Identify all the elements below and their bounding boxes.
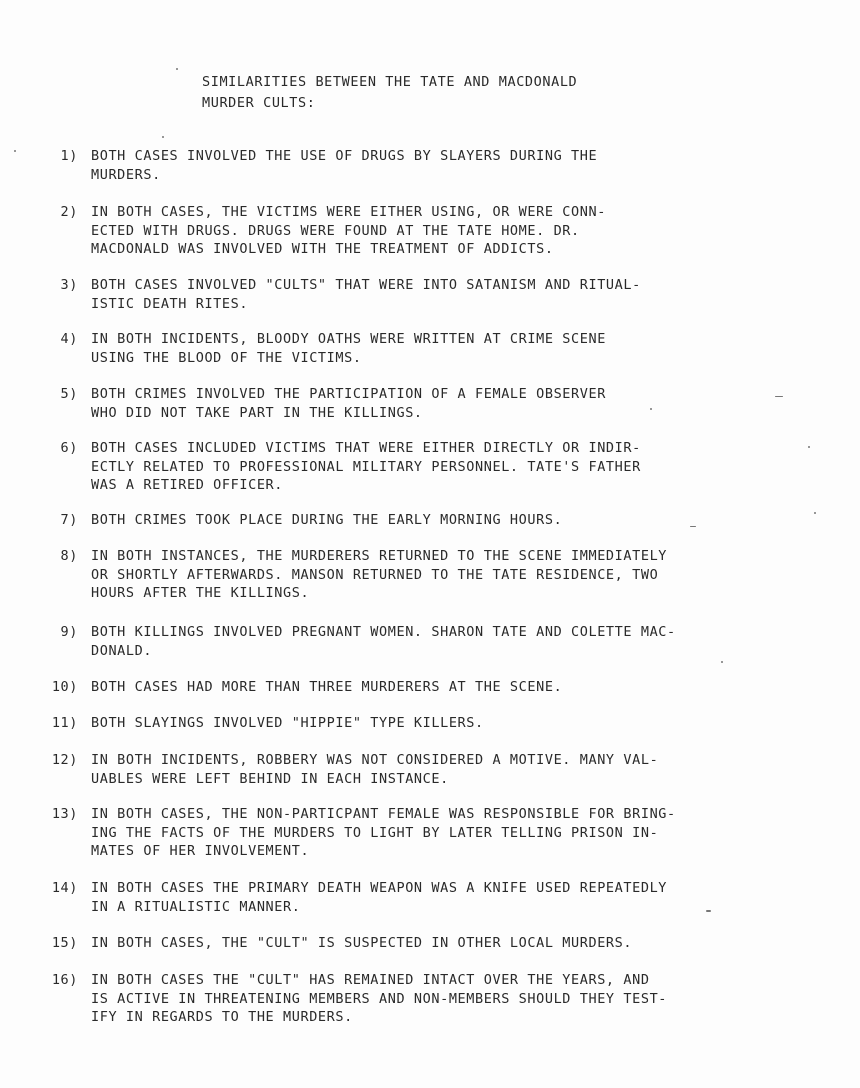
item-text: BOTH SLAYINGS INVOLVED "HIPPIE" TYPE KILLERS.: [91, 715, 484, 731]
item-text: BOTH CASES INVOLVED "CULTS" THAT WERE INTO SATANISM AND RITUAL- ISTIC DEATH RITES.: [91, 277, 641, 312]
item-text: IN BOTH INCIDENTS, BLOODY OATHS WERE WRITTEN AT CRIME SCENE USING THE BLOOD OF THE VICTIMS.: [91, 331, 606, 366]
scan-speck: [808, 446, 810, 448]
item-text: IN BOTH INSTANCES, THE MURDERERS RETURNED TO THE SCENE IMMEDIATELY OR SHORTLY AFTERWARDS. MANSON RETURNED TO THE TATE RESIDENCE, TWO HOURS AFTER THE KILLINGS.: [91, 548, 668, 601]
item-number: 8): [60, 548, 78, 564]
item-number: 15): [51, 935, 78, 951]
scan-speck: [814, 512, 816, 514]
item-text: IN BOTH CASES, THE VICTIMS WERE EITHER USING, OR WERE CONN- ECTED WITH DRUGS. DRUGS WERE FOUND AT THE TATE HOME. DR. MACDONALD WAS INVOLVED WITH THE TREATMENT OF ADDICTS.: [91, 204, 606, 257]
document-title: SIMILARITIES BETWEEN THE TATE AND MACDONALD MURDER CULTS:: [202, 74, 578, 111]
item-number: 12): [51, 752, 78, 768]
item-number: 11): [51, 715, 78, 731]
item-number: 10): [51, 679, 78, 695]
item-text: BOTH CASES INVOLVED THE USE OF DRUGS BY SLAYERS DURING THE MURDERS.: [91, 148, 598, 183]
item-text: BOTH CASES INCLUDED VICTIMS THAT WERE EITHER DIRECTLY OR INDIR- ECTLY RELATED TO PROFESSIONAL MILITARY PERSONNEL. TATE'S FATHER WAS A RETIRED OFFICER.: [91, 440, 641, 493]
item-number: 3): [60, 277, 78, 293]
item-number: 1): [60, 148, 78, 164]
item-number: 2): [60, 204, 78, 220]
item-text: BOTH CRIMES INVOLVED THE PARTICIPATION OF A FEMALE OBSERVER WHO DID NOT TAKE PART IN THE KILLINGS.: [91, 386, 606, 421]
item-text: IN BOTH INCIDENTS, ROBBERY WAS NOT CONSIDERED A MOTIVE. MANY VAL- UABLES WERE LEFT BEHIND IN EACH INSTANCE.: [91, 752, 659, 787]
scan-speck: [14, 150, 16, 152]
scan-speck: [721, 661, 723, 663]
item-text: BOTH CASES HAD MORE THAN THREE MURDERERS AT THE SCENE.: [91, 679, 563, 695]
item-number: 7): [60, 512, 78, 528]
item-text: IN BOTH CASES THE PRIMARY DEATH WEAPON WAS A KNIFE USED REPEATEDLY IN A RITUALISTIC MANNER.: [91, 880, 668, 915]
item-number: 9): [60, 624, 78, 640]
scan-speck: [176, 68, 178, 70]
item-number: 13): [51, 806, 78, 822]
scan-speck: [650, 408, 652, 410]
scan-speck: [775, 396, 783, 397]
item-text: BOTH CRIMES TOOK PLACE DURING THE EARLY MORNING HOURS.: [91, 512, 563, 528]
item-number: 5): [60, 386, 78, 402]
item-text: IN BOTH CASES THE "CULT" HAS REMAINED INTACT OVER THE YEARS, AND IS ACTIVE IN THREATENING MEMBERS AND NON-MEMBERS SHOULD THEY TEST- IFY IN REGARDS TO THE MURDERS.: [91, 972, 668, 1025]
item-number: 16): [51, 972, 78, 988]
scan-speck: [690, 526, 696, 527]
item-number: 14): [51, 880, 78, 896]
item-number: 6): [60, 440, 78, 456]
item-text: IN BOTH CASES, THE "CULT" IS SUSPECTED IN OTHER LOCAL MURDERS.: [91, 935, 633, 951]
item-number: 4): [60, 331, 78, 347]
scan-speck: [706, 910, 711, 912]
scan-speck: [162, 136, 164, 138]
item-text: BOTH KILLINGS INVOLVED PREGNANT WOMEN. SHARON TATE AND COLETTE MAC- DONALD.: [91, 624, 676, 659]
item-text: IN BOTH CASES, THE NON-PARTICPANT FEMALE WAS RESPONSIBLE FOR BRING- ING THE FACTS OF THE MURDERS TO LIGHT BY LATER TELLING PRISON IN- MATES OF HER INVOLVEMENT.: [91, 806, 676, 859]
